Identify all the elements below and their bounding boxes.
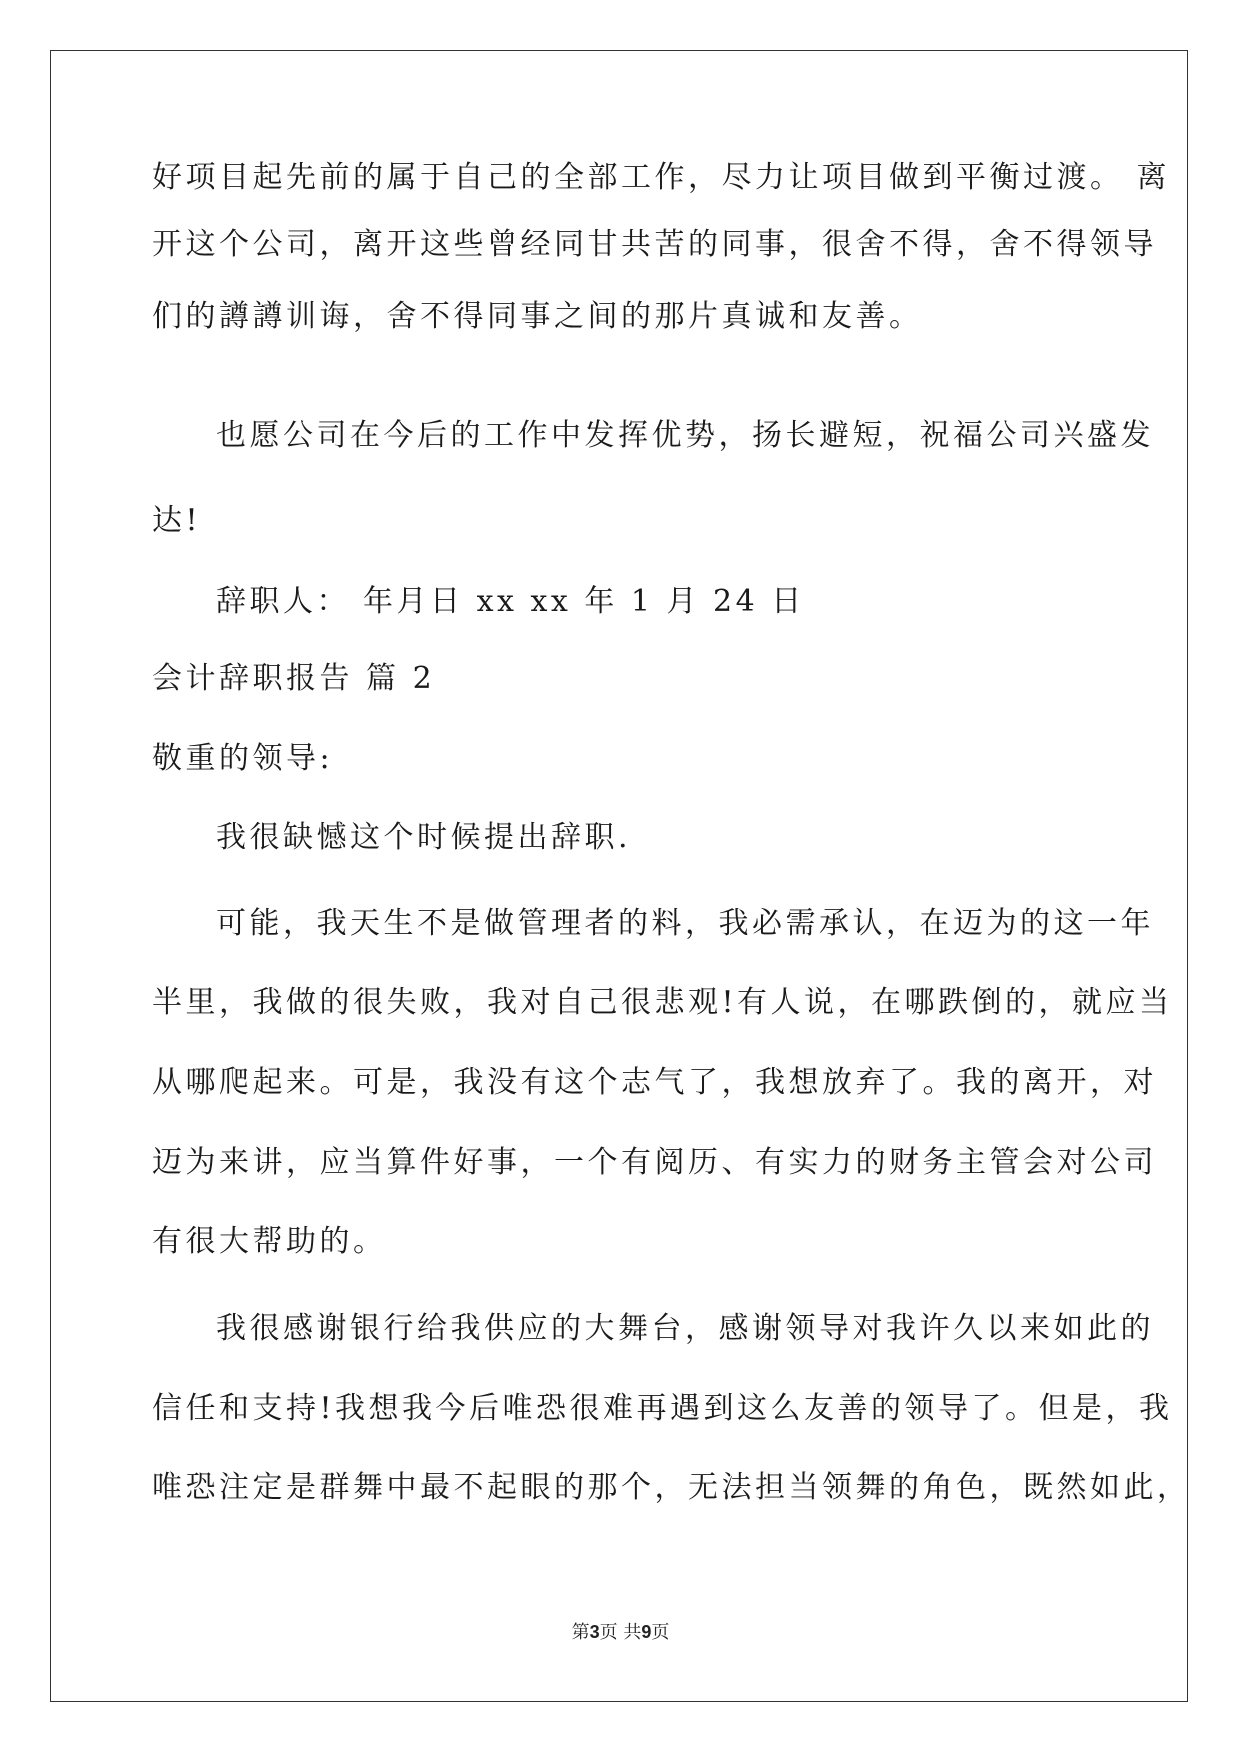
total-pages: 9 bbox=[641, 1622, 652, 1642]
text-line: 好项目起先前的属于自己的全部工作，尽力让项目做到平衡过渡。 离 bbox=[152, 160, 1171, 195]
page-suffix: 页 bbox=[651, 1622, 670, 1643]
current-page: 3 bbox=[589, 1622, 600, 1642]
page-border bbox=[50, 50, 1191, 1702]
text-line: 半里，我做的很失败，我对自己很悲观!有人说，在哪跌倒的，就应当 bbox=[152, 985, 1173, 1020]
page-prefix: 第 bbox=[571, 1622, 590, 1643]
text-line: 达! bbox=[152, 503, 202, 538]
text-line: 迈为来讲，应当算件好事，一个有阅历、有实力的财务主管会对公司 bbox=[152, 1145, 1157, 1180]
text-line: 信任和支持!我想我今后唯恐很难再遇到这么友善的领导了。但是，我 bbox=[152, 1391, 1173, 1426]
text-line: 我很感谢银行给我供应的大舞台，感谢领导对我许久以来如此的 bbox=[216, 1311, 1154, 1346]
text-line: 我很缺憾这个时候提出辞职. bbox=[216, 820, 632, 855]
text-line: 有很大帮助的。 bbox=[152, 1224, 387, 1259]
text-line: 从哪爬起来。可是，我没有这个志气了，我想放弃了。我的离开，对 bbox=[152, 1065, 1157, 1100]
section-title: 会计辞职报告 篇 2 bbox=[152, 661, 436, 696]
text-line: 们的譐譐训诲，舍不得同事之间的那片真诚和友善。 bbox=[152, 299, 923, 334]
text-line: 唯恐注定是群舞中最不起眼的那个，无法担当领舞的角色，既然如此， bbox=[152, 1470, 1191, 1505]
text-line: 可能，我天生不是做管理者的料，我必需承认，在迈为的这一年 bbox=[216, 906, 1154, 941]
signature-line: 辞职人： 年月日 xx xx 年 1 月 24 日 bbox=[216, 584, 805, 619]
text-line: 也愿公司在今后的工作中发挥优势，扬长避短，祝福公司兴盛发 bbox=[216, 418, 1154, 453]
text-line: 开这个公司，离开这些曾经同甘共苦的同事，很舍不得，舍不得领导 bbox=[152, 227, 1157, 262]
page-mid: 页 共 bbox=[599, 1622, 642, 1643]
salutation: 敬重的领导: bbox=[152, 741, 334, 776]
page-number-footer bbox=[0, 1620, 1241, 1645]
